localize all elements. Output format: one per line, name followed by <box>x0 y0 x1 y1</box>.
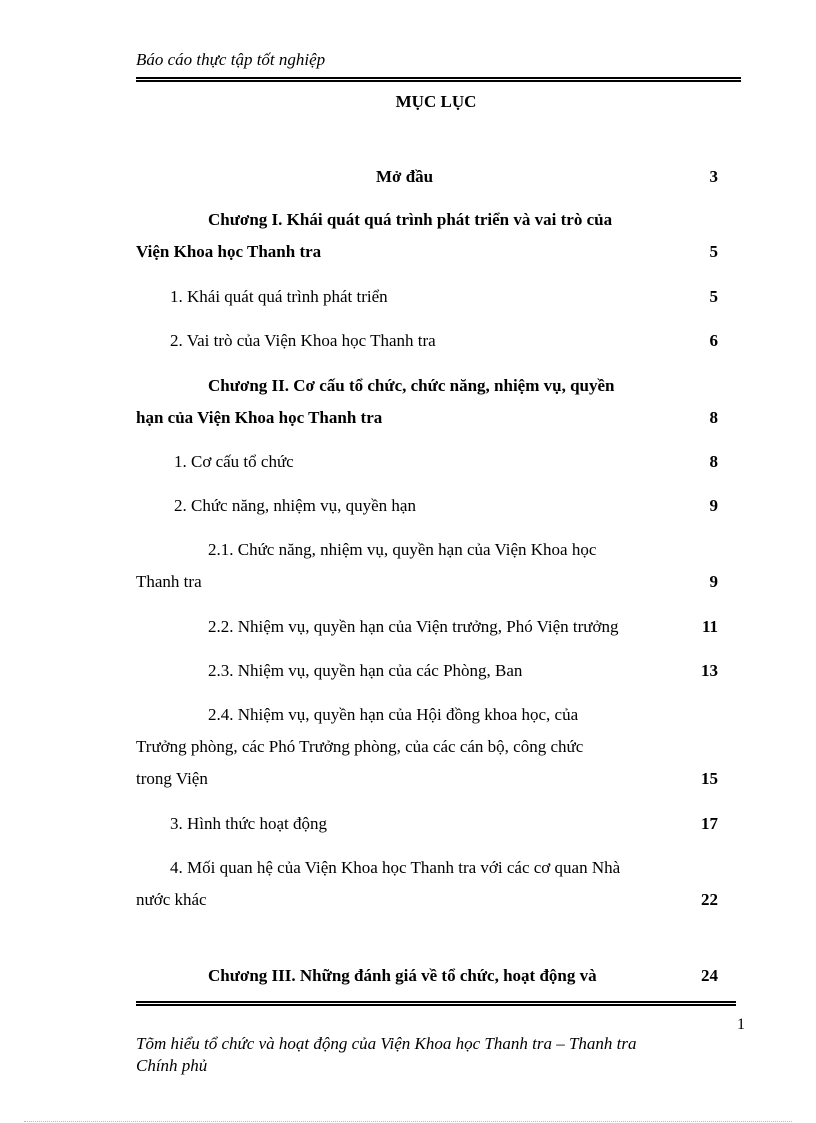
toc-entry-text[interactable]: 2.3. Nhiệm vụ, quyền hạn của các Phòng, Ban <box>208 661 523 680</box>
header-divider <box>136 77 741 82</box>
toc-entry-text[interactable]: Trưởng phòng, các Phó Trưởng phòng, của các cán bộ, công chức <box>136 737 584 756</box>
toc-entry-text[interactable]: nước khác <box>136 890 207 909</box>
toc-entry-page: 11 <box>701 617 718 636</box>
toc-entry-page: 5 <box>709 242 718 261</box>
toc-entry-text[interactable]: trong Viện <box>136 769 208 788</box>
toc-entry-page: 5 <box>709 287 718 306</box>
toc-entry-text[interactable]: 2. Chức năng, nhiệm vụ, quyền hạn <box>174 496 416 515</box>
toc-entry-text[interactable]: Thanh tra <box>136 572 202 591</box>
toc-entry-page: 17 <box>701 814 718 833</box>
toc-entry-text[interactable]: Viện Khoa học Thanh tra <box>136 242 322 261</box>
toc-entry-page: 24 <box>701 966 718 985</box>
toc-title: MỤC LỤC <box>395 92 477 111</box>
toc-entry-text[interactable]: 3. Hình thức hoạt động <box>170 814 328 833</box>
toc-entry-text[interactable]: Chương II. Cơ cấu tổ chức, chức năng, nhiệm vụ, quyền <box>208 376 615 395</box>
toc-entry-text[interactable]: 2.4. Nhiệm vụ, quyền hạn của Hội đồng khoa học, của <box>208 705 579 724</box>
toc-entry-page: 15 <box>701 769 718 788</box>
toc-entry-page: 22 <box>701 890 718 909</box>
toc-entry-text[interactable]: Chương III. Những đánh giá về tổ chức, hoạt động và <box>208 966 597 985</box>
header-title: Báo cáo thực tập tốt nghiệp <box>136 50 326 69</box>
toc-entry-page: 3 <box>709 167 718 186</box>
toc-entry-page: 8 <box>709 452 718 471</box>
page-boundary <box>24 1121 792 1122</box>
toc-entry-text[interactable]: 4. Mối quan hệ của Viện Khoa học Thanh tra với các cơ quan Nhà <box>170 858 621 877</box>
toc-entry-page: 6 <box>709 331 718 350</box>
toc-entry-text[interactable]: 1. Khái quát quá trình phát triển <box>170 287 388 306</box>
toc-entry-text[interactable]: 2.2. Nhiệm vụ, quyền hạn của Viện trưởng, Phó Viện trưởng <box>208 617 619 636</box>
toc-entry-page: 13 <box>701 661 718 680</box>
toc-entry-text[interactable]: 2.1. Chức năng, nhiệm vụ, quyền hạn của Viện Khoa học <box>208 540 597 559</box>
toc-entry-text[interactable]: 1. Cơ cấu tổ chức <box>174 452 294 471</box>
toc-entry-text[interactable]: 2. Vai trò của Viện Khoa học Thanh tra <box>170 331 436 350</box>
toc-entry-page: 8 <box>709 408 718 427</box>
toc-entry-page: 9 <box>709 496 718 515</box>
footer-text: Tõm hiểu tổ chức và hoạt động của Viện Khoa học Thanh tra – Thanh tra <box>136 1034 637 1053</box>
toc-entry-page: 9 <box>709 572 718 591</box>
toc-entry-text[interactable]: Chương I. Khái quát quá trình phát triển và vai trò của <box>208 210 613 229</box>
footer-text: Chính phủ <box>136 1056 208 1075</box>
footer-divider <box>136 1001 736 1006</box>
toc-entry-text[interactable]: hạn của Viện Khoa học Thanh tra <box>136 408 383 427</box>
toc-entry-text[interactable]: Mở đầu <box>376 167 434 186</box>
page-number: 1 <box>737 1016 745 1033</box>
